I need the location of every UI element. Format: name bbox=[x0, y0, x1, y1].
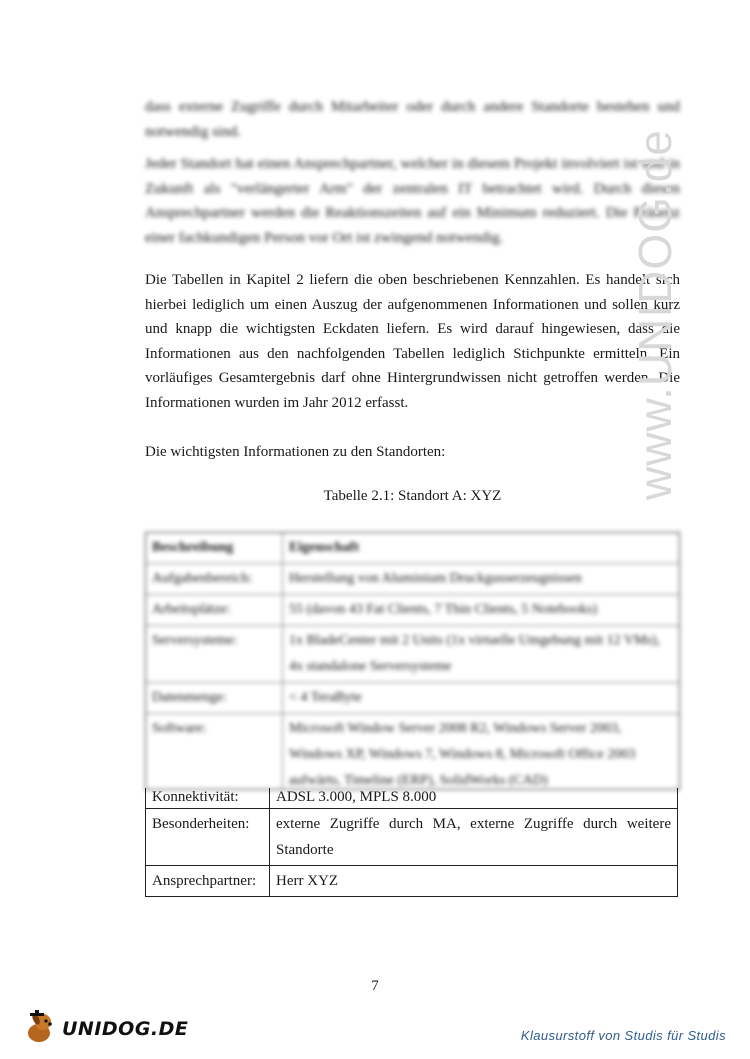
table-row bbox=[146, 564, 679, 595]
table-cell-label: Konnektivität: bbox=[146, 788, 270, 809]
table-row bbox=[146, 788, 678, 809]
paragraph-locations-intro: Die wichtigsten Informationen zu den Standorten: bbox=[145, 444, 446, 460]
paragraph-tables-info: Die Tabellen in Kapitel 2 liefern die oben beschriebenen Kennzahlen. Es handelt sich hierbei lediglich um einen Auszug der aufgenommenen Informationen und sollen kurz und knapp die wichtigsten Eckdaten liefern. Es wird darauf hingewiesen, dass die Informationen aus den nachfolgenden Tabellen lediglich Stichpunkte ermitteln. Ein vorläufiges Gesamtergebnis darf ohne Hintergrundwissen nicht getroffen werden. Die Informationen wurden im Jahr 2012 erfasst. bbox=[145, 272, 680, 411]
table-cell-label: Datenmenge: bbox=[146, 683, 283, 713]
dog-mascot-icon bbox=[22, 1009, 58, 1050]
table-cell-value: externe Zugriffe durch MA, externe Zugriffe durch weitere Standorte bbox=[270, 809, 678, 866]
table-header-row bbox=[146, 533, 679, 564]
table-row bbox=[146, 866, 678, 897]
table-header-property: Eigenschaft bbox=[289, 540, 359, 555]
table-header-description: Beschreibung bbox=[146, 533, 283, 563]
logo-text: UNIDOG.DE bbox=[62, 1018, 189, 1040]
location-table-visible bbox=[145, 788, 678, 897]
table-cell-value: < 4 TeraByte bbox=[289, 690, 362, 705]
table-row bbox=[146, 809, 678, 866]
table-row bbox=[146, 626, 679, 683]
table-row bbox=[146, 714, 679, 790]
table-cell-value: Herstellung von Aluminium Druckgusserzeugnissen bbox=[289, 571, 582, 586]
table-cell-value: Herr XYZ bbox=[270, 866, 678, 897]
page-number: 7 bbox=[371, 978, 379, 994]
table-cell-label: Serversysteme: bbox=[146, 626, 283, 682]
table-cell-label: Arbeitsplätze: bbox=[146, 595, 283, 625]
table-cell-label: Besonderheiten: bbox=[146, 809, 270, 866]
table-row bbox=[146, 683, 679, 714]
table-cell-value: ADSL 3.000, MPLS 8.000 bbox=[270, 788, 678, 809]
blurred-table-section bbox=[145, 532, 680, 790]
table-cell-value: 1x BladeCenter mit 2 Units (1x virtuelle Umgebung mit 12 VMs), 4x standalone Serversysteme bbox=[289, 633, 661, 674]
paragraph-contact-person: Jeder Standort hat einen Ansprechpartner, welcher in diesem Projekt involviert ist und in Zukunft als "verlängerter Arm" der zentralen IT betrachtet wird. Durch diesen Ansprechpartner werden die Reaktionszeiten auf ein Minimum reduziert. Die Präsenz einer fachkundigen Person vor Ort ist zwingend notwendig. bbox=[145, 156, 680, 246]
footer-slogan: Klausurstoff von Studis für Studis bbox=[520, 1028, 726, 1043]
unidog-logo bbox=[22, 1010, 188, 1048]
table-cell-label: Aufgabenbereich: bbox=[146, 564, 283, 594]
paragraph-intro-fragment: dass externe Zugriffe durch Mitarbeiter oder durch andere Standorte bestehen und notwendig sind. bbox=[145, 99, 680, 140]
table-row bbox=[146, 595, 679, 626]
table-caption: Tabelle 2.1: Standort A: XYZ bbox=[323, 488, 502, 504]
table-cell-value: 55 (davon 43 Fat Clients, 7 Thin Clients, 5 Notebooks) bbox=[289, 602, 598, 617]
table-cell-label: Software: bbox=[146, 714, 283, 790]
watermark-text: www.UNIDOG.de bbox=[629, 129, 681, 500]
table-cell-label: Ansprechpartner: bbox=[146, 866, 270, 897]
table-cell-value: Microsoft Window Server 2008 R2, Windows Server 2003, Windows XP, Windows 7, Windows 8, Microsoft Office 2003 aufwärts, Timeline (ERP), SolidWorks (CAD) bbox=[289, 721, 636, 788]
